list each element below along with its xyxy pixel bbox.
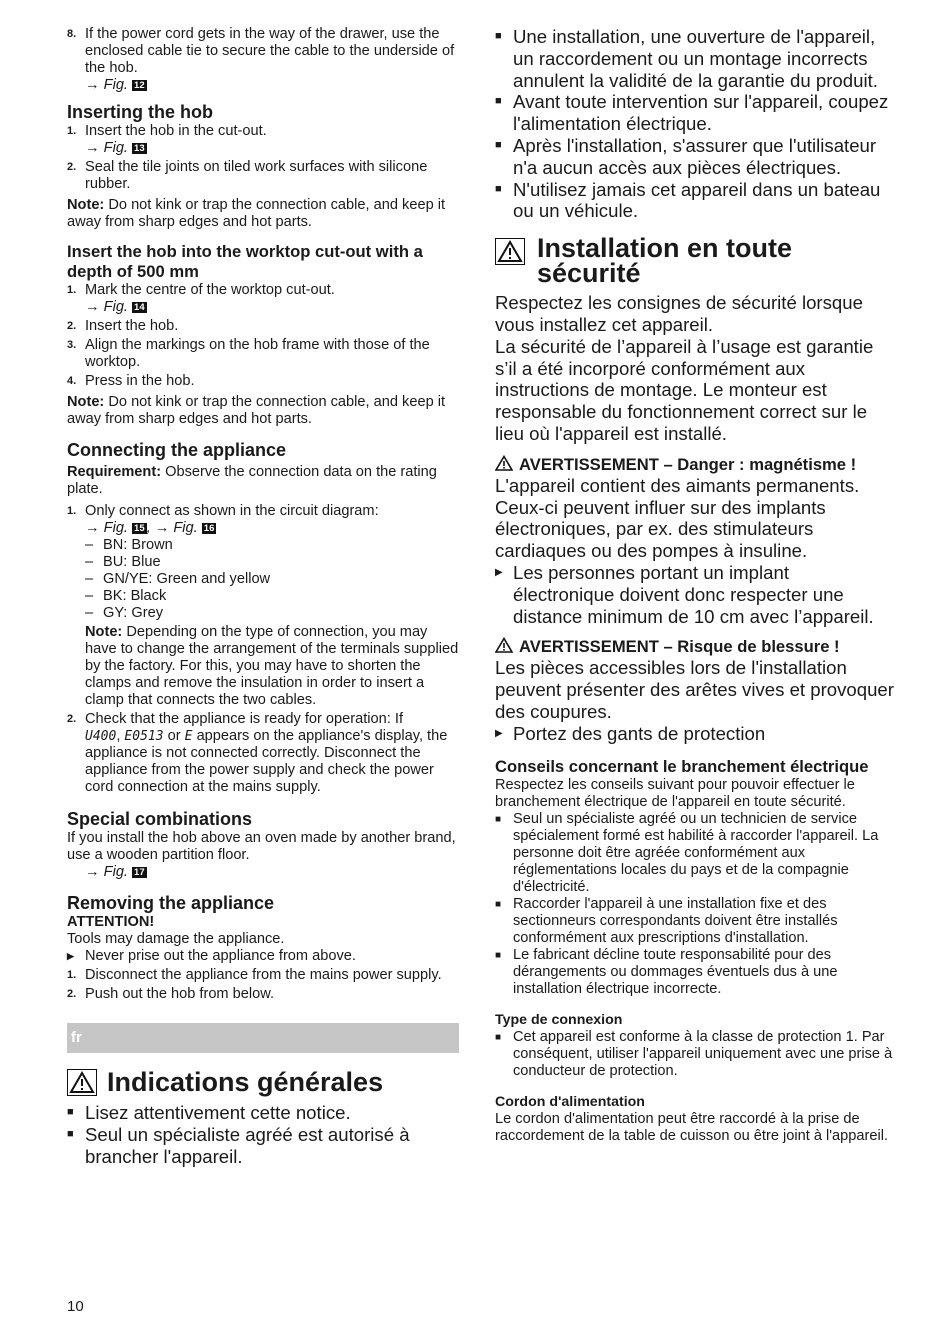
step-text: Mark the centre of the worktop cut-out. bbox=[85, 282, 335, 298]
wire-list bbox=[85, 537, 459, 622]
attention-text: Tools may damage the appliance. bbox=[67, 931, 285, 947]
figure-ref bbox=[85, 299, 335, 316]
conseils-intro: Respectez les conseils suivant pour pouvoir effectuer le branchement électrique de l'appareil en toute sécurité. bbox=[495, 776, 855, 810]
or-text: or bbox=[167, 728, 181, 744]
requirement-label: Requirement: bbox=[67, 464, 162, 480]
step-number: 4. bbox=[67, 375, 77, 387]
warning-title-text: AVERTISSEMENT – Risque de blessure ! bbox=[519, 637, 840, 657]
note bbox=[67, 197, 459, 231]
list-item bbox=[67, 159, 459, 193]
list-item bbox=[495, 179, 895, 223]
figure-number-badge: 12 bbox=[134, 80, 145, 91]
step-text: Seal the tile joints on tiled work surfaces with silicone rubber. bbox=[85, 159, 428, 192]
warning-triangle-icon bbox=[67, 1069, 97, 1096]
heading-special: Special combinations bbox=[67, 809, 253, 829]
arrow-icon: → bbox=[85, 140, 100, 156]
list-item bbox=[67, 1102, 459, 1124]
step-text: Insert the hob. bbox=[85, 318, 179, 334]
square-bullet: ■ bbox=[495, 95, 502, 108]
step-text: Push out the hob from below. bbox=[85, 986, 275, 1002]
figure-number-badge: 15 bbox=[134, 523, 145, 534]
item-text: Raccorder l'appareil à une installation fixe et des sectionneurs correspondants doivent être installés conformément aux prescriptions d'installation. bbox=[513, 895, 838, 946]
item-text: Une installation, une ouverture de l'appareil, un raccordement ou un montage incorrects annulent la validité de la garantie du produit. bbox=[513, 26, 878, 91]
list-item bbox=[495, 135, 895, 179]
install-paragraph: Respectez les consignes de sécurité lorsque vous installez cet appareil. bbox=[495, 292, 863, 335]
step-number: 3. bbox=[67, 339, 77, 351]
item-text: Lisez attentivement cette notice. bbox=[85, 1102, 351, 1123]
list-item bbox=[495, 811, 895, 896]
step-text-b: appears on the appliance's display, the appliance is not connected correctly. Disconnect the appliance from the power supply and check the power cord connection at the mains supply. bbox=[85, 728, 448, 795]
note-text: Do not kink or trap the connection cable, and keep it away from sharp edges and hot parts. bbox=[67, 394, 446, 427]
triangle-bullet-icon: ▶ bbox=[495, 566, 503, 578]
list-item bbox=[67, 967, 459, 984]
heading-conseils: Conseils concernant le branchement électrique bbox=[495, 756, 869, 776]
step-text: Only connect as shown in the circuit diagram: bbox=[85, 503, 379, 519]
wire-label: GN/YE: Green and yellow bbox=[103, 571, 271, 587]
item-text: Cet appareil est conforme à la classe de protection 1. Par conséquent, utiliser l'appareil uniquement avec une prise à conducteur de protection. bbox=[513, 1028, 893, 1079]
display-code: U400 bbox=[85, 729, 117, 744]
step-text: If the power cord gets in the way of the drawer, use the enclosed cable tie to secure the cable to the underside of the hob. bbox=[85, 26, 455, 76]
figure-ref: → Fig. 15 , → Fig. 16 bbox=[85, 520, 215, 536]
warning-text: Les pièces accessibles lors de l'installation peuvent présenter des arêtes vives et provoquer des coupures. bbox=[495, 657, 894, 722]
install-paragraph: La sécurité de l’appareil à l’usage est garantie s’il a été incorporé conformément aux instructions de montage. Le monteur est responsable du fonctionnement correct sur le lieu où l'appareil est installé. bbox=[495, 335, 874, 444]
fig-label: Fig. bbox=[103, 299, 128, 315]
triangle-bullet-icon: ▶ bbox=[495, 727, 503, 739]
fig-label: Fig. bbox=[173, 520, 198, 536]
left-column bbox=[67, 26, 459, 1167]
note bbox=[67, 394, 459, 428]
indications-heading bbox=[67, 1069, 459, 1096]
attention-label: ATTENTION! bbox=[67, 914, 155, 930]
step-number: 2. bbox=[67, 713, 77, 725]
figure-ref bbox=[67, 864, 459, 881]
step-number: 2. bbox=[67, 161, 77, 173]
item-text: Après l'installation, s'assurer que l'utilisateur n'a aucun accès aux pièces électriques. bbox=[513, 134, 877, 178]
list-item: – BN: Brown bbox=[85, 537, 173, 553]
warning-text: L'appareil contient des aimants permanents. Ceux-ci peuvent influer sur des implants électroniques, par ex. des stimulateurs cardiaques ou des pompes à insuline. bbox=[495, 474, 860, 562]
heading-removing: Removing the appliance bbox=[67, 893, 275, 913]
item-text: N'utilisez jamais cet appareil dans un bateau ou un véhicule. bbox=[513, 178, 881, 222]
step-text: Check that the appliance is ready for operation: If U400, E0513 or E appears on the appliance's display, the appliance is not connected correctly. Disconnect the appliance from the power supply and check the power cord connection at the mains supply. bbox=[85, 711, 448, 795]
display-code: E0513 bbox=[124, 729, 164, 744]
square-bullet: ■ bbox=[495, 1031, 502, 1043]
item-text: Les personnes portant un implant électronique doivent donc respecter une distance minimum de 10 cm avec l’appareil. bbox=[513, 561, 874, 627]
step-text: Press in the hob. bbox=[85, 373, 195, 389]
list-item bbox=[67, 986, 459, 1003]
list-item bbox=[67, 503, 459, 709]
note-text: Do not kink or trap the connection cable, and keep it away from sharp edges and hot parts. bbox=[67, 197, 446, 230]
requirement bbox=[67, 464, 459, 498]
list-item bbox=[495, 1029, 895, 1080]
list-item: – GN/YE: Green and yellow bbox=[85, 571, 271, 587]
language-tag: fr bbox=[71, 1029, 82, 1046]
list-item bbox=[67, 711, 459, 796]
note-label: Note: bbox=[85, 624, 123, 640]
wire-label: BN: Brown bbox=[103, 537, 173, 553]
list-item bbox=[495, 91, 895, 135]
list-item bbox=[495, 947, 895, 998]
figure-number-badge: 14 bbox=[134, 302, 145, 313]
step-text: Align the markings on the hob frame with those of the worktop. bbox=[85, 337, 430, 370]
note-label: Note: bbox=[67, 394, 105, 410]
step-number: 2. bbox=[67, 320, 77, 332]
list-item bbox=[495, 26, 895, 91]
heading-connecting: Connecting the appliance bbox=[67, 440, 287, 460]
wire-label: BU: Blue bbox=[103, 554, 161, 570]
heading-cordon: Cordon d'alimentation bbox=[495, 1093, 645, 1110]
cordon-text: Le cordon d'alimentation peut être raccordé à la prise de raccordement de la table de cuisson ou être joint à l'appareil. bbox=[495, 1110, 888, 1144]
warning-magnetism-title bbox=[495, 455, 895, 475]
step-text: Disconnect the appliance from the mains power supply. bbox=[85, 967, 442, 983]
arrow-icon: → bbox=[85, 77, 100, 93]
arrow-icon: → bbox=[85, 520, 100, 536]
wire-label: BK: Black bbox=[103, 588, 167, 604]
step-text-a: Check that the appliance is ready for operation: If bbox=[85, 711, 404, 727]
square-bullet: ■ bbox=[495, 30, 502, 42]
fig-label: Fig. bbox=[103, 864, 128, 880]
special-text: If you install the hob above an oven made by another brand, use a wooden partition floor. bbox=[67, 830, 456, 863]
heading-installation-line1: Installation en toute bbox=[537, 233, 793, 264]
wire-label: GY: Grey bbox=[103, 605, 164, 621]
heading-indications: Indications générales bbox=[107, 1067, 384, 1097]
figure-number-badge: 13 bbox=[134, 143, 145, 154]
page-number: 10 bbox=[67, 1298, 84, 1315]
list-item: – GY: Grey bbox=[85, 605, 164, 621]
square-bullet: ■ bbox=[495, 813, 502, 825]
step-number: 2. bbox=[67, 988, 77, 1000]
item-text: Avant toute intervention sur l'appareil, coupez l'alimentation électrique. bbox=[513, 91, 889, 135]
step-number: 1. bbox=[67, 969, 77, 981]
warning-triangle-icon bbox=[495, 238, 525, 265]
fig-label: Fig. bbox=[103, 77, 128, 93]
installation-heading bbox=[495, 233, 895, 289]
list-item bbox=[67, 1124, 459, 1168]
figure-ref bbox=[85, 77, 459, 94]
warning-triangle-icon bbox=[495, 455, 513, 471]
warning-title-text: AVERTISSEMENT – Danger : magnétisme ! bbox=[519, 454, 857, 474]
step-number: 1. bbox=[67, 125, 77, 137]
step-number: 1. bbox=[67, 505, 77, 517]
arrow-icon: → bbox=[85, 864, 100, 880]
indications-list bbox=[67, 1102, 459, 1167]
figure-number-badge: 17 bbox=[134, 867, 145, 878]
list-item: – BK: Black bbox=[85, 588, 167, 604]
arrow-icon: → bbox=[85, 299, 100, 315]
arrow-icon: → bbox=[154, 520, 170, 536]
right-column bbox=[495, 26, 895, 1145]
warning-triangle-icon bbox=[495, 637, 513, 653]
step-text: Insert the hob in the cut-out. bbox=[85, 123, 267, 139]
fig-label: Fig. bbox=[103, 520, 128, 536]
square-bullet: ■ bbox=[495, 182, 502, 195]
item-text: Le fabricant décline toute responsabilité pour des dérangements ou dommages éventuels dus à une installation électrique incorrecte. bbox=[513, 946, 838, 997]
step-number: 8. bbox=[67, 28, 77, 40]
square-bullet: ■ bbox=[495, 138, 502, 151]
list-item bbox=[67, 282, 459, 316]
list-item bbox=[67, 123, 459, 157]
list-item bbox=[495, 562, 895, 627]
square-bullet: ■ bbox=[67, 1127, 74, 1140]
heading-inserting-hob: Inserting the hob bbox=[67, 102, 213, 122]
figure-number-badge: 16 bbox=[203, 523, 215, 534]
list-item: – BU: Blue bbox=[85, 554, 161, 570]
requirement-text: Observe the connection data on the rating plate. bbox=[67, 464, 437, 497]
list-item bbox=[67, 373, 459, 390]
warning-injury-title bbox=[495, 637, 895, 657]
note-label: Note: bbox=[67, 197, 105, 213]
item-text: Seul un spécialiste agréé est autorisé à brancher l'appareil. bbox=[85, 1123, 410, 1167]
list-item bbox=[495, 723, 895, 745]
square-bullet: ■ bbox=[495, 949, 502, 961]
step-number: 1. bbox=[67, 284, 77, 296]
action-text: Never prise out the appliance from above. bbox=[85, 948, 356, 964]
square-bullet: ■ bbox=[67, 1106, 74, 1118]
list-item bbox=[67, 318, 459, 335]
heading-type-connexion: Type de connexion bbox=[495, 1011, 623, 1028]
triangle-bullet-icon: ▶ bbox=[67, 951, 74, 961]
item-text: Portez des gants de protection bbox=[513, 722, 766, 744]
square-bullet: ■ bbox=[495, 898, 502, 910]
note bbox=[85, 624, 459, 709]
list-item bbox=[67, 948, 459, 965]
note-text: Depending on the type of connection, you may have to change the arrangement of the terminals supplied by the factory. For this, you may have to shorten the clamps and remove the insulation in order to insert a clamp that connects the two cables. bbox=[85, 624, 459, 708]
language-bar bbox=[67, 1023, 459, 1053]
figure-ref bbox=[85, 140, 267, 157]
heading-worktop: Insert the hob into the worktop cut-out with a depth of 500 mm bbox=[67, 242, 423, 281]
list-item bbox=[495, 896, 895, 947]
heading-installation-line2: sécurité bbox=[537, 258, 641, 289]
list-item bbox=[67, 337, 459, 371]
display-code: E bbox=[184, 729, 193, 744]
item-text: Seul un spécialiste agréé ou un technicien de service spécialement formé est habilité à raccorder l'appareil. La personne doit être agréée conformément aux réglementations locales du pays et de la compagnie d'électricité. bbox=[513, 810, 879, 895]
fig-label: Fig. bbox=[103, 140, 128, 156]
step-8 bbox=[67, 26, 459, 94]
